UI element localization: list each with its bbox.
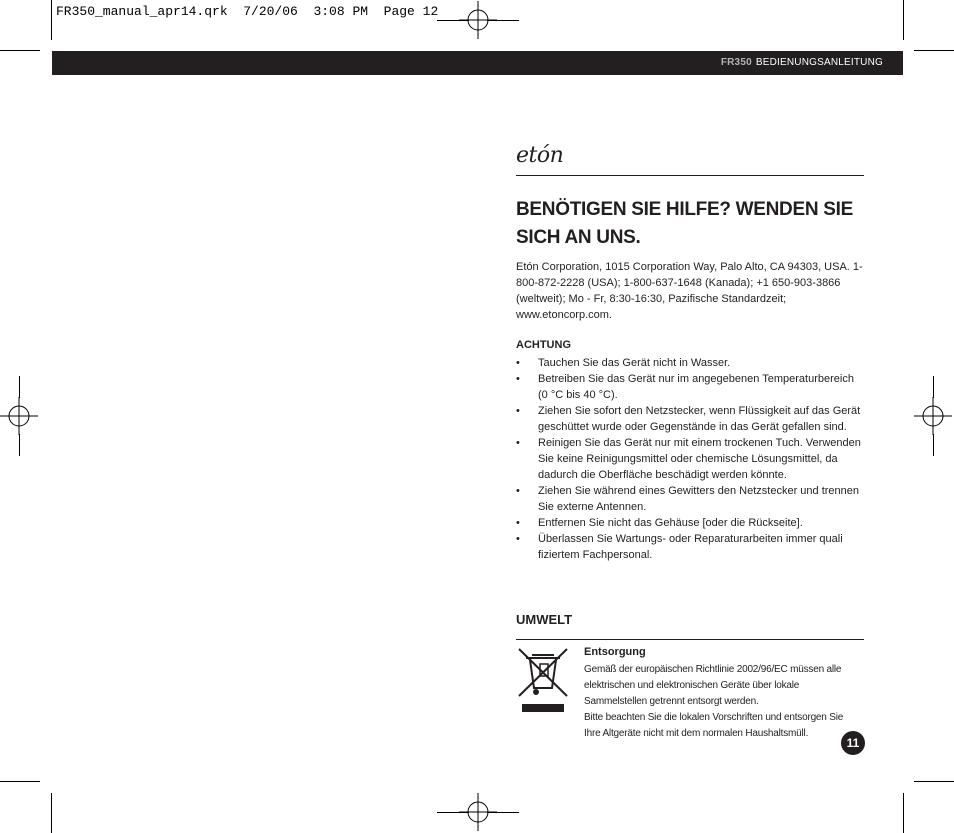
list-item: • Betreiben Sie das Gerät nur im angegebenen Temperaturbereich (0 °C bis 40 °C). xyxy=(516,371,866,403)
crop-mark-left-center-bottom xyxy=(19,434,20,456)
header-band xyxy=(52,51,903,75)
caution-heading: ACHTUNG xyxy=(516,339,571,351)
list-item: • Reinigen Sie das Gerät nur mit einem trockenen Tuch. Verwenden Sie keine Reinigungsmittel oder chemische Lösungsmittel, da dadurch die Oberfläche beschädigt werden könnte. xyxy=(516,435,866,483)
disposal-text: Gemäß der europäischen Richtlinie 2002/96/EC müssen alle elektrischen und elektronischen Geräte über lokale Sammelstellen getrennt entsorgt werden. xyxy=(584,664,842,707)
crop-mark-top-left-h xyxy=(0,50,40,51)
registration-mark-right-icon xyxy=(914,397,952,435)
list-item: • Tauchen Sie das Gerät nicht in Wasser. xyxy=(516,355,866,371)
contact-paragraph: Etón Corporation, 1015 Corporation Way, Palo Alto, CA 94303, USA. 1-800-872-2228 (USA); 1-800-637-1648 (Kanada); +1 650-903-3866 (weltweit); Mo - Fr, 8:30-16:30, Pazifische Standardzeit; www.etoncorp.com. xyxy=(516,261,863,321)
disposal-note: Bitte beachten Sie die lokalen Vorschriften und entsorgen Sie Ihre Altgeräte nicht mit dem normalen Haushaltsmüll. xyxy=(584,712,844,739)
list-item: • Entfernen Sie nicht das Gehäuse [oder die Rückseite]. xyxy=(516,515,866,531)
environment-rule xyxy=(516,639,864,640)
crop-mark-top-left-v xyxy=(51,0,52,40)
crop-mark-bottom-right-v xyxy=(903,793,904,833)
eton-logo xyxy=(516,144,608,168)
environment-heading: UMWELT xyxy=(516,612,573,627)
crop-mark-top-right-v xyxy=(903,0,904,40)
page-number-badge: 11 xyxy=(841,731,865,755)
header-section: BEDIENUNGSANLEITUNG xyxy=(755,57,883,68)
list-item: • Überlassen Sie Wartungs- oder Reparaturarbeiten immer quali fiziertem Fachpersonal. xyxy=(516,531,866,563)
crop-mark-bottom-left-v xyxy=(51,793,52,833)
registration-mark-left-icon xyxy=(0,397,38,435)
logo-text: etón xyxy=(516,144,564,168)
registration-mark-top-icon xyxy=(459,1,497,39)
crop-mark-bottom-right-h xyxy=(914,781,954,782)
print-slug-line: FR350_manual_apr14.qrk 7/20/06 3:08 PM Page 12 xyxy=(56,4,439,19)
logo-rule xyxy=(516,175,864,176)
crossed-out-wheelie-bin-icon xyxy=(516,646,570,714)
disposal-text-block xyxy=(584,662,856,742)
crop-mark-top-right-h xyxy=(914,50,954,51)
page-title: BENÖTIGEN SIE HILFE? WENDEN SIE SICH AN UNS. xyxy=(516,199,853,248)
header-text xyxy=(721,57,883,68)
caution-list xyxy=(516,355,866,563)
list-item: • Ziehen Sie sofort den Netzstecker, wenn Flüssigkeit auf das Gerät geschüttet wurde oder Gegenstände in das Gerät gefallen sind. xyxy=(516,403,866,435)
disposal-heading: Entsorgung xyxy=(584,646,646,658)
crop-mark-bottom-left-h xyxy=(0,781,40,782)
header-model: FR350 xyxy=(720,57,752,68)
crop-mark-right-center-top xyxy=(933,376,934,398)
crop-mark-left-center-top xyxy=(19,376,20,398)
registration-mark-bottom-icon xyxy=(459,793,497,831)
list-item: • Ziehen Sie während eines Gewitters den Netzstecker und trennen Sie externe Antennen. xyxy=(516,483,866,515)
crop-mark-right-center-bottom xyxy=(933,434,934,456)
